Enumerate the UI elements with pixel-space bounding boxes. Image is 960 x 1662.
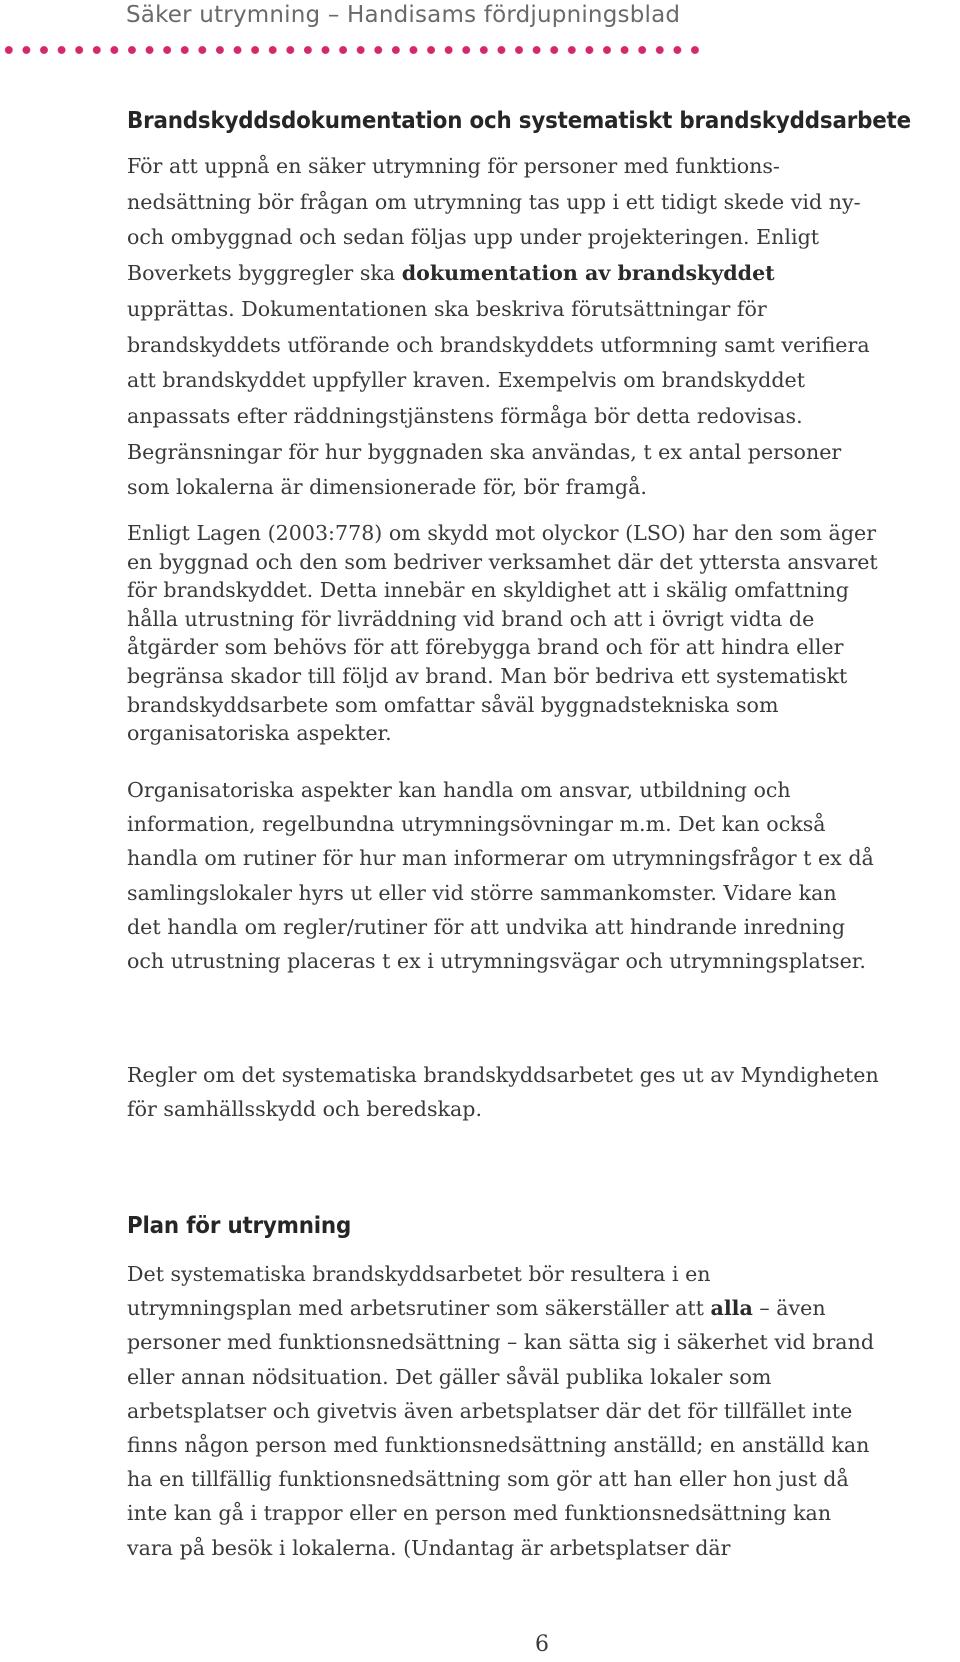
paragraph-line (127, 256, 960, 292)
paragraph-line: ha en tillfällig funktionsnedsättning som gör att han eller hon just då (127, 1467, 849, 1492)
paragraph-line (127, 1291, 960, 1325)
paragraph-line: nedsättning bör frågan om utrymning tas upp i ett tidigt skede vid ny- (127, 189, 861, 214)
paragraph-4 (127, 1058, 960, 1126)
text-run: – även (752, 1296, 826, 1321)
paragraph-line: eller annan nödsituation. Det gäller såväl publika lokaler som (127, 1364, 772, 1389)
text-run: Boverkets byggregler ska (127, 261, 402, 286)
paragraph-line: upprättas. Dokumentationen ska beskriva förutsättningar för (127, 296, 767, 321)
paragraph-line: personer med funktionsnedsättning – kan sätta sig i säkerhet vid brand (127, 1330, 875, 1355)
paragraph-2 (127, 519, 960, 748)
paragraph-line: brandskyddsarbete som omfattar såväl byggnadstekniska som (127, 692, 779, 717)
paragraph-line: det handla om regler/rutiner för att undvika att hindrande inredning (127, 914, 845, 939)
section-heading-brandskydd: Brandskyddsdokumentation och systematiskt brandskyddsarbete (127, 108, 911, 134)
paragraph-line: Organisatoriska aspekter kan handla om ansvar, utbildning och (127, 778, 791, 802)
paragraph-line: Regler om det systematiska brandskyddsarbetet ges ut av Myndigheten (127, 1063, 879, 1087)
decorative-dot-rule (0, 44, 700, 56)
paragraph-line: För att uppnå en säker utrymning för personer med funktions- (127, 154, 780, 178)
paragraph-line: Enligt Lagen (2003:778) om skydd mot olyckor (LSO) har den som äger (127, 521, 877, 545)
paragraph-5 (127, 1257, 960, 1565)
paragraph-line: åtgärder som behövs för att förebygga brand och för att hindra eller (127, 635, 844, 660)
section-plan-for-utrymning (127, 1213, 960, 1239)
paragraph-3 (127, 773, 960, 978)
paragraph-line: vara på besök i lokalerna. (Undantag är arbetsplatser där (127, 1535, 731, 1560)
paragraph-line: för brandskyddet. Detta innebär en skyldighet att i skälig omfattning (127, 578, 849, 603)
paragraph-line: hålla utrustning för livräddning vid brand och att i övrigt vidta de (127, 606, 815, 631)
paragraph-line: begränsa skador till följd av brand. Man bör bedriva ett systematiskt (127, 663, 848, 688)
section-heading-plan: Plan för utrymning (127, 1213, 352, 1239)
paragraph-line: anpassats efter räddningstjänstens förmåga bör detta redovisas. (127, 403, 803, 428)
paragraph-line: samlingslokaler hyrs ut eller vid större sammankomster. Vidare kan (127, 880, 837, 905)
paragraph-line: information, regelbundna utrymningsövningar m.m. Det kan också (127, 812, 826, 837)
running-header: Säker utrymning – Handisams fördjupningsblad (126, 2, 681, 28)
paragraph-line: inte kan gå i trappor eller en person med funktionsnedsättning kan (127, 1501, 832, 1526)
paragraph-line: och ombyggnad och sedan följas upp under projekteringen. Enligt (127, 225, 820, 250)
paragraph-line: att brandskyddet uppfyller kraven. Exempelvis om brandskyddet (127, 368, 805, 393)
paragraph-line: Det systematiska brandskyddsarbetet bör resultera i en (127, 1262, 711, 1286)
paragraph-line: organisatoriska aspekter. (127, 721, 392, 746)
bold-text-dokumentation: dokumentation av brandskyddet (401, 261, 775, 286)
paragraph-line: brandskyddets utförande och brandskyddets utformning samt verifiera (127, 332, 870, 357)
page-number: 6 (535, 1632, 549, 1657)
paragraph-line: arbetsplatser och givetvis även arbetsplatser där det för tillfället inte (127, 1398, 853, 1423)
paragraph-line: för samhällsskydd och beredskap. (127, 1097, 483, 1122)
text-run: utrymningsplan med arbetsrutiner som säkerställer att (127, 1296, 711, 1321)
paragraph-line: och utrustning placeras t ex i utrymningsvägar och utrymningsplatser. (127, 949, 866, 974)
paragraph-1 (127, 149, 960, 506)
paragraph-line: en byggnad och den som bedriver verksamhet där det yttersta ansvaret (127, 549, 878, 574)
paragraph-line: Begränsningar för hur byggnaden ska användas, t ex antal personer (127, 439, 842, 464)
section-brandskydd (127, 108, 960, 134)
paragraph-line: handla om rutiner för hur man informerar om utrymningsfrågor t ex då (127, 846, 874, 871)
paragraph-line: finns någon person med funktionsnedsättning anställd; en anställd kan (127, 1433, 870, 1458)
paragraph-line: som lokalerna är dimensionerade för, bör framgå. (127, 475, 647, 500)
bold-text-alla: alla (710, 1296, 753, 1321)
